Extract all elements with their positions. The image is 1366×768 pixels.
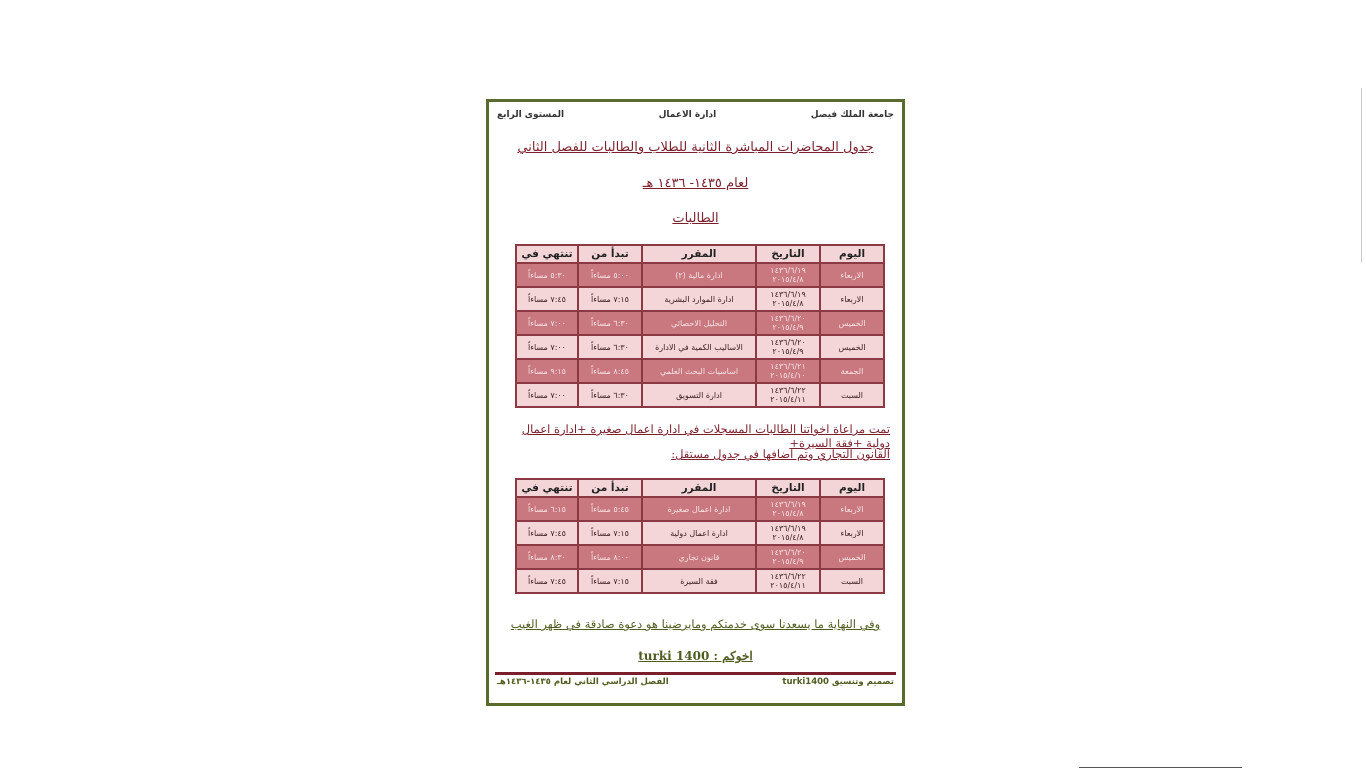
- course-cell: ادارة مالية (٢): [642, 263, 756, 287]
- start-cell: ٦:٣٠ مساءاً: [578, 335, 642, 359]
- design-credit: تصميم وتنسيق turki1400: [782, 677, 894, 687]
- hijri-date: ١٤٣٦/٦/٢١: [770, 362, 806, 371]
- gregorian-date: ٢٠١٥/٤/٩: [772, 557, 804, 566]
- column-header: اليوم: [820, 245, 884, 263]
- date-cell: [756, 497, 820, 521]
- year-title: لعام ١٤٣٥- ١٤٣٦ هـ: [642, 176, 749, 191]
- course-cell: ادارة الموارد البشرية: [642, 287, 756, 311]
- table-row: [516, 311, 884, 335]
- end-cell: ٥:٣٠ مساءاً: [516, 263, 578, 287]
- footer-rule: [495, 672, 896, 675]
- date-cell: [756, 311, 820, 335]
- note-line-2: القانون التجاري وتم اضافها في جدول مستقل:: [671, 447, 890, 461]
- start-cell: ٧:١٥ مساءاً: [578, 521, 642, 545]
- hijri-date: ١٤٣٦/٦/٢٠: [770, 314, 806, 323]
- hijri-date: ١٤٣٦/٦/١٩: [770, 524, 806, 533]
- hijri-date: ١٤٣٦/٦/٢٠: [770, 338, 806, 347]
- start-cell: ٧:١٥ مساءاً: [578, 569, 642, 593]
- schedule-table-2: [515, 478, 885, 594]
- closing-text: وفي النهاية ما يسعدنا سوى خدمتكم ومايرضينا هو دعوة صادقة في ظهر الغيب: [510, 617, 881, 631]
- schedule-table-1: [515, 244, 885, 408]
- column-header: المقرر: [642, 479, 756, 497]
- table-row: [516, 335, 884, 359]
- end-cell: ٧:٠٠ مساءاً: [516, 311, 578, 335]
- document-page: [486, 99, 905, 706]
- main-title: جدول المحاضرات المباشرة الثانية للطلاب والطالبات للفصل الثاني: [517, 140, 874, 155]
- table-row: [516, 497, 884, 521]
- gregorian-date: ٢٠١٥/٤/٨: [772, 275, 804, 284]
- hijri-date: ١٤٣٦/٦/١٩: [770, 290, 806, 299]
- course-cell: قانون تجاري: [642, 545, 756, 569]
- start-cell: ٦:٣٠ مساءاً: [578, 383, 642, 407]
- start-cell: ٨:٠٠ مساءاً: [578, 545, 642, 569]
- start-cell: ٥:٠٠ مساءاً: [578, 263, 642, 287]
- hijri-date: ١٤٣٦/٦/٢٢: [770, 386, 806, 395]
- start-cell: ٨:٤٥ مساءاً: [578, 359, 642, 383]
- course-cell: الاساليب الكمية في الادارة: [642, 335, 756, 359]
- date-cell: [756, 335, 820, 359]
- scrollbar-track[interactable]: [1361, 88, 1362, 262]
- gregorian-date: ٢٠١٥/٤/٩: [772, 347, 804, 356]
- course-cell: ادارة اعمال دولية: [642, 521, 756, 545]
- signature-text: اخوكم : turki 1400: [638, 649, 753, 663]
- course-cell: اساسيات البحث العلمي: [642, 359, 756, 383]
- date-cell: [756, 521, 820, 545]
- column-header: تبدأ من: [578, 245, 642, 263]
- gregorian-date: ٢٠١٥/٤/٨: [772, 299, 804, 308]
- start-cell: ٦:٣٠ مساءاً: [578, 311, 642, 335]
- column-header: التاريخ: [756, 479, 820, 497]
- course-cell: فقة السيرة: [642, 569, 756, 593]
- table-row: [516, 359, 884, 383]
- end-cell: ٧:٤٥ مساءاً: [516, 287, 578, 311]
- course-cell: التحليل الاحصائي: [642, 311, 756, 335]
- level-name: المستوى الرابع: [497, 110, 565, 120]
- gregorian-date: ٢٠١٥/٤/١٠: [770, 371, 806, 380]
- day-cell: السبت: [820, 569, 884, 593]
- column-header: تنتهي في: [516, 245, 578, 263]
- column-header: التاريخ: [756, 245, 820, 263]
- end-cell: ٧:٤٥ مساءاً: [516, 521, 578, 545]
- end-cell: ٨:٣٠ مساءاً: [516, 545, 578, 569]
- table-header-row: [516, 479, 884, 497]
- day-cell: الجمعة: [820, 359, 884, 383]
- table-row: [516, 287, 884, 311]
- date-cell: [756, 287, 820, 311]
- end-cell: ٦:١٥ مساءاً: [516, 497, 578, 521]
- column-header: تنتهي في: [516, 479, 578, 497]
- university-name: جامعة الملك فيصل: [810, 110, 894, 120]
- date-cell: [756, 263, 820, 287]
- day-cell: الاربعاء: [820, 521, 884, 545]
- day-cell: الخميس: [820, 545, 884, 569]
- date-cell: [756, 569, 820, 593]
- column-header: اليوم: [820, 479, 884, 497]
- end-cell: ٧:٠٠ مساءاً: [516, 335, 578, 359]
- day-cell: الاربعاء: [820, 287, 884, 311]
- gregorian-date: ٢٠١٥/٤/١١: [770, 581, 806, 590]
- gregorian-date: ٢٠١٥/٤/٨: [772, 509, 804, 518]
- end-cell: ٧:٤٥ مساءاً: [516, 569, 578, 593]
- course-cell: ادارة التسويق: [642, 383, 756, 407]
- start-cell: ٥:٤٥ مساءاً: [578, 497, 642, 521]
- gregorian-date: ٢٠١٥/٤/٨: [772, 533, 804, 542]
- note-line-1: تمت مراعاة اخواتنا الطالبات المسجلات في ادارة اعمال صغيرة +ادارة اعمال دولية +فقة السيرة+: [521, 422, 890, 450]
- day-cell: الخميس: [820, 335, 884, 359]
- table-row: [516, 521, 884, 545]
- table-row: [516, 383, 884, 407]
- gregorian-date: ٢٠١٥/٤/٩: [772, 323, 804, 332]
- date-cell: [756, 359, 820, 383]
- end-cell: ٧:٠٠ مساءاً: [516, 383, 578, 407]
- page-footer: [497, 677, 894, 687]
- hijri-date: ١٤٣٦/٦/٢٢: [770, 572, 806, 581]
- hijri-date: ١٤٣٦/٦/١٩: [770, 266, 806, 275]
- table-row: [516, 263, 884, 287]
- day-cell: السبت: [820, 383, 884, 407]
- department-name: ادارة الاعمال: [658, 110, 717, 120]
- start-cell: ٧:١٥ مساءاً: [578, 287, 642, 311]
- table-row: [516, 569, 884, 593]
- table-header-row: [516, 245, 884, 263]
- table-row: [516, 545, 884, 569]
- column-header: المقرر: [642, 245, 756, 263]
- gregorian-date: ٢٠١٥/٤/١١: [770, 395, 806, 404]
- section-title: الطالبات: [672, 211, 719, 226]
- hijri-date: ١٤٣٦/٦/٢٠: [770, 548, 806, 557]
- day-cell: الاربعاء: [820, 497, 884, 521]
- date-cell: [756, 545, 820, 569]
- column-header: تبدأ من: [578, 479, 642, 497]
- hijri-date: ١٤٣٦/٦/١٩: [770, 500, 806, 509]
- end-cell: ٩:١٥ مساءاً: [516, 359, 578, 383]
- date-cell: [756, 383, 820, 407]
- semester-label: الفصل الدراسي الثاني لعام ١٤٣٥-١٤٣٦هـ: [497, 677, 669, 687]
- course-cell: ادارة اعمال صغيرة: [642, 497, 756, 521]
- page-header: [497, 110, 894, 124]
- day-cell: الخميس: [820, 311, 884, 335]
- day-cell: الاربعاء: [820, 263, 884, 287]
